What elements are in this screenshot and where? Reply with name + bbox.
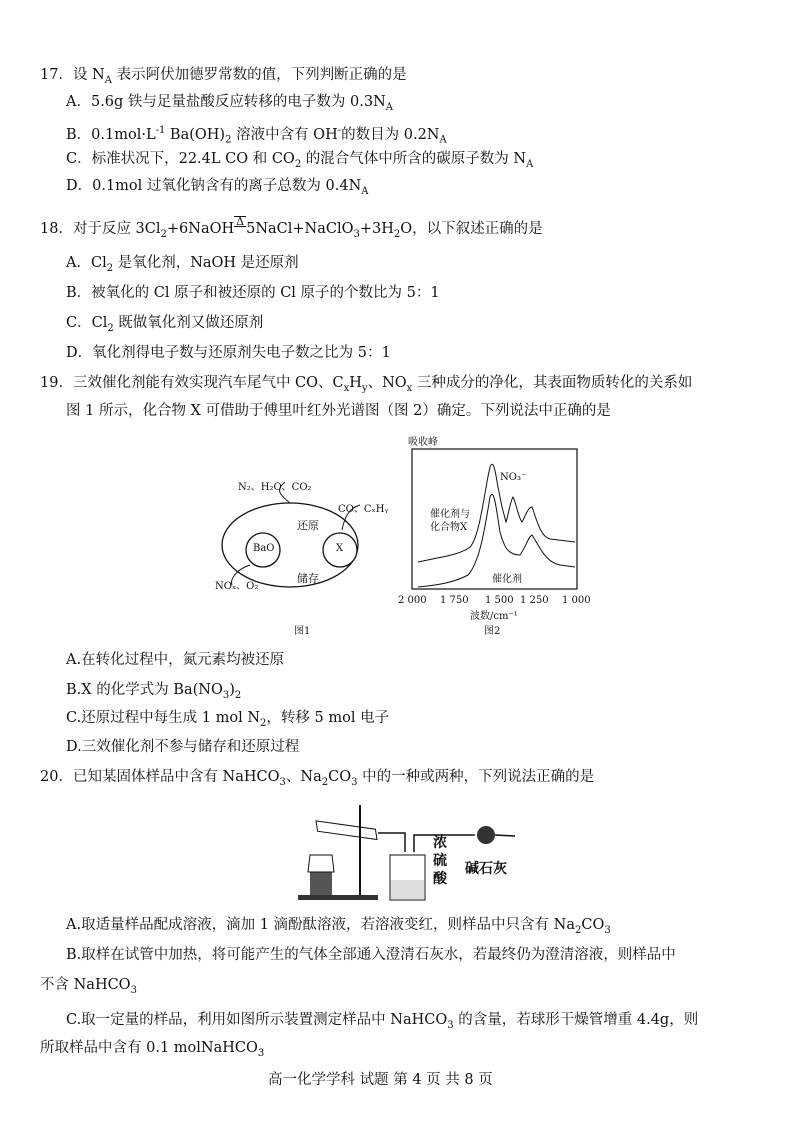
text-segment: 2 [225,134,232,146]
text-segment: 20．已知某固体样品中含有 NaHCO [40,769,280,785]
text-segment: A.取适量样品配成溶液，滴加 1 滴酚酞溶液，若溶液变红，则样品中只含有 Na [66,917,575,933]
text-segment: D．氧化剂得电子数与还原剂失电子数之比为 5：1 [66,345,391,361]
text-segment: ，转移 5 mol 电子 [266,710,390,726]
fig2-tick: 1 750 [440,595,469,606]
text-segment: 表示阿伏加德罗常数的值，下列判断正确的是 [111,67,407,83]
text-line [66,122,447,150]
text-segment: A．Cl [66,255,107,271]
text-segment: ) [229,682,235,698]
text-segment: 中的一种或两种，下列说法正确的是 [357,769,595,785]
fig2-caption: 图2 [484,626,501,637]
text-line [66,254,299,278]
fig3-acid-label-3: 酸 [433,871,447,887]
text-segment: H [349,375,362,391]
text-line [66,681,241,705]
text-segment: A.在转化过程中，氮元素均被还原 [66,652,285,668]
text-segment: A [104,74,112,86]
text-segment: +6NaOH [166,221,235,237]
text-line [66,709,389,733]
text-line [40,1039,264,1063]
text-segment: A [361,185,369,197]
text-segment: A [526,158,534,170]
text-segment: A．5.6g 铁与足量盐酸反应转移的电子数为 0.3N [66,94,386,110]
text-line [66,177,369,201]
fig2-curve1-label: 催化剂与 [430,509,470,520]
text-segment: 3 [279,776,286,788]
fig3-acid-label-2: 硫 [433,853,447,869]
fig1-bao-label: BaO [253,543,275,554]
text-segment: C.还原过程中每生成 1 mol N [66,710,261,726]
text-segment: Δ [236,215,245,228]
text-segment: 3 [257,1047,265,1059]
text-segment: 3 [353,228,360,240]
text-segment: 3 [351,776,358,788]
text-segment: 5NaCl+NaClO [246,221,354,237]
text-segment: 的数目为 0.2N [341,126,440,143]
fig1-caption: 图1 [294,626,311,637]
fig1-reduce-label: 还原 [297,519,319,532]
text-line [66,150,533,174]
fig1-reactants-label: CO、CₓHᵧ [338,504,389,515]
text-segment: +3H [359,221,394,237]
text-segment: B．被氧化的 Cl 原子和被还原的 Cl 原子的个数比为 5：1 [66,285,440,301]
text-segment: 三种成分的净化，其表面物质转化的关系如 [412,375,693,391]
text-segment: O，以下叙述正确的是 [400,221,543,237]
text-segment: 3 [130,984,137,996]
text-segment: A [439,134,447,146]
text-line [66,946,676,964]
text-line [66,314,263,338]
text-line [66,402,611,420]
text-segment: 2 [107,322,114,334]
text-line [66,916,611,940]
text-segment: 所取样品中含有 0.1 molNaHCO [40,1040,258,1056]
text-segment: 2 [106,262,114,274]
text-segment: 2 [321,776,329,788]
text-segment: 的含量，若球形干燥管增重 4.4g，则 [453,1012,699,1028]
fig2-tick: 1 500 [485,595,514,606]
text-segment: 3 [222,689,230,701]
text-segment: 2 [160,228,167,240]
text-segment: 18．对于反应 3Cl [40,221,161,237]
figure-3-apparatus [290,800,530,905]
fig2-ylabel: 吸收峰 [408,437,438,448]
text-segment: A [385,101,394,113]
text-segment: C．Cl [66,315,108,331]
fig2-tick: 2 000 [398,595,427,606]
text-segment: - [337,125,342,136]
fig1-x-label: X [336,543,344,554]
text-segment: 不含 NaHCO [40,977,131,993]
text-segment: 2 [260,717,267,729]
text-line [66,284,440,302]
text-segment: D．0.1mol 过氧化钠含有的离子总数为 0.4N [66,178,362,194]
fig1-nox-label: NOₓ、O₂ [215,581,259,592]
fig2-curve2-label: 催化剂 [492,574,522,585]
text-segment: x [406,382,413,394]
page-footer [268,1071,493,1089]
fig1-store-label: 储存 [297,572,319,585]
text-segment: CO [328,769,352,785]
text-segment: 是氧化剂，NaOH 是还原剂 [113,255,299,271]
text-segment: 、Na [285,769,322,785]
text-segment: 17．设 N [40,67,105,83]
text-line [40,976,137,1000]
text-line [40,216,543,244]
text-segment: Ba(OH) [165,126,226,143]
fig3-acid-label-1: 浓 [433,835,447,851]
text-segment: B.X 的化学式为 Ba(NO [66,682,223,698]
text-segment: B.取样在试管中加热，将可能产生的气体全部通入澄清石灰水，若最终仍为澄清溶液，则样品中 [66,947,676,963]
text-segment: C.取一定量的样品，利用如图所示装置测定样品中 NaHCO [66,1012,448,1028]
text-segment: 2 [234,689,242,701]
text-line [40,768,594,792]
text-segment: 既做氧化剂又做还原剂 [113,315,264,331]
text-line [66,738,299,756]
text-line [66,1011,698,1035]
text-segment: 2 [294,158,302,170]
text-line [66,651,284,669]
text-segment: D.三效催化剂不参与储存和还原过程 [66,739,300,755]
text-segment: 2 [393,228,401,240]
text-segment: CO [581,917,605,933]
text-segment: 3 [604,924,611,936]
text-segment: 2 [574,924,582,936]
text-segment: 溶液中含有 OH [231,126,338,143]
text-segment: 高一化学学科 试题 第 4 页 共 8 页 [268,1072,493,1088]
text-line [40,66,407,90]
text-segment: 的混合气体中所含的碳原子数为 N [301,151,527,167]
text-segment: C．标准状况下，22.4L CO 和 CO [66,151,295,167]
fig2-curve1-label-2: 化合物X [430,522,468,533]
text-segment: 图 1 所示，化合物 X 可借助于傅里叶红外光谱图（图 2）确定。下列说法中正确的是 [66,403,611,419]
fig2-xlabel: 波数/cm⁻¹ [470,611,518,622]
text-segment: y [361,382,368,394]
fig2-tick: 1 250 [520,595,549,606]
text-segment: 3 [447,1019,454,1031]
text-segment: B．0.1mol·L [66,126,156,143]
text-line [66,344,391,362]
text-segment: 、NO [367,375,407,391]
text-segment: 19．三效催化剂能有效实现汽车尾气中 CO、C [40,375,344,391]
text-line [40,374,692,398]
text-segment: -1 [155,125,166,136]
fig1-products-label: N₂、H₂O、CO₂ [238,482,312,493]
text-line [66,93,393,117]
fig2-tick: 1 000 [562,595,591,606]
fig3-soda-lime-label: 碱石灰 [465,861,507,877]
fig2-nitrate-label: NO₃⁻ [500,472,527,483]
text-segment: x [343,382,350,394]
